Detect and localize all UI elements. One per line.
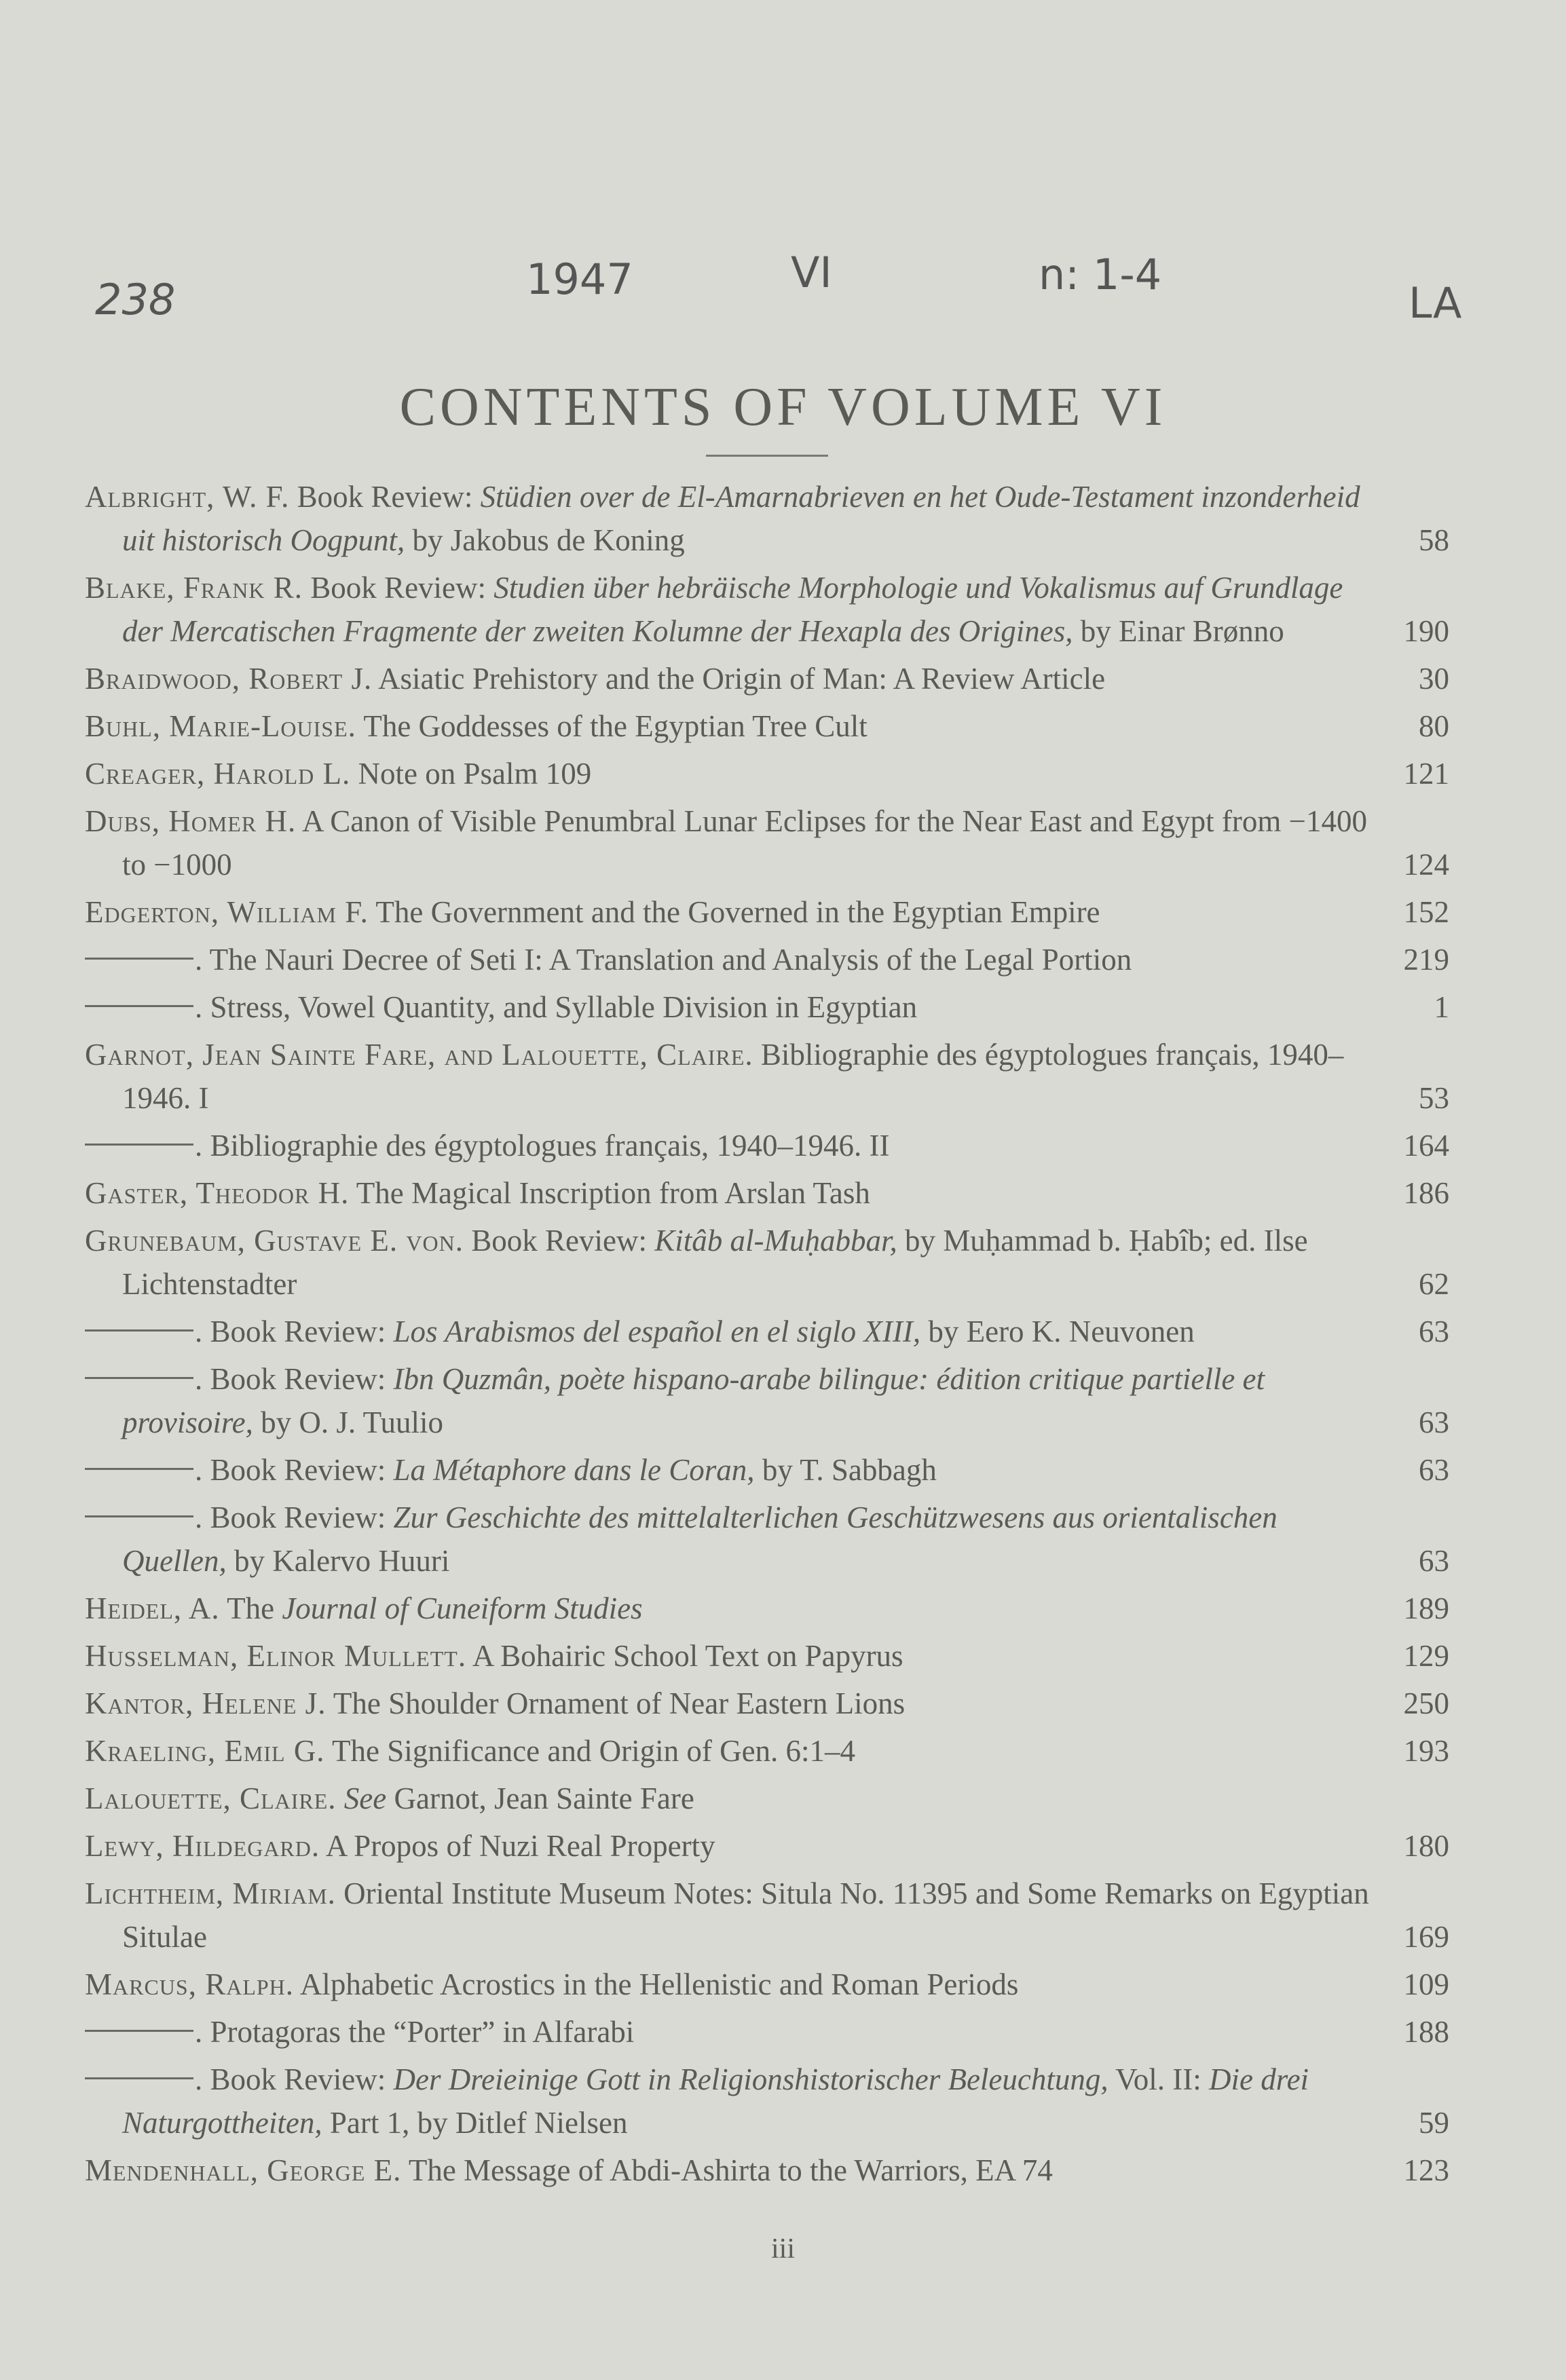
entry-title: . Bibliographie des égyptologues français, 1940–1946. II: [195, 1129, 890, 1163]
toc-entry: [85, 1587, 1449, 1630]
entry-title: Book Review:: [463, 1224, 655, 1258]
entry-title: A Bohairic School Text on Papyrus: [466, 1639, 903, 1673]
ditto-dash: [85, 958, 193, 960]
entry-suffix: Part 1, by Ditlef Nielsen: [322, 2106, 628, 2140]
entry-text: [85, 1310, 1388, 1353]
entry-page-number: 164: [1403, 1129, 1449, 1163]
entry-text: [85, 1496, 1388, 1583]
entry-author: Grunebaum, Gustave E. von.: [85, 1224, 464, 1258]
entry-page-number: 63: [1419, 1405, 1449, 1439]
entry-text: [85, 2149, 1388, 2192]
entry-text: [85, 475, 1388, 562]
entry-text: [85, 1872, 1388, 1959]
entry-page-number: 63: [1419, 1315, 1449, 1348]
toc-entry: [85, 1777, 1449, 1820]
entry-page-number: 169: [1403, 1920, 1449, 1954]
entry-page-number: 63: [1419, 1453, 1449, 1487]
entry-italic-title: Kitâb al-Muḥabbar,: [654, 1224, 897, 1258]
toc-entry: [85, 799, 1449, 886]
entry-author: Gaster, Theodor H.: [85, 1176, 350, 1210]
entry-text: [85, 657, 1388, 700]
entry-italic-title: Ibn Quzmân, poète hispano-arabe bilingue: édition critique partielle et provisoire,: [122, 1362, 1265, 1439]
entry-text: [85, 1219, 1388, 1306]
entry-text: [85, 1824, 1388, 1868]
entry-title: Note on Psalm 109: [350, 757, 592, 791]
entry-text: [85, 566, 1388, 653]
entry-title: . Book Review:: [195, 2062, 394, 2096]
entry-title: The Significance and Origin of Gen. 6:1–4: [324, 1734, 856, 1768]
entry-title: Alphabetic Acrostics in the Hellenistic and Roman Periods: [294, 1967, 1019, 2001]
entry-author: Marcus, Ralph.: [85, 1967, 295, 2001]
toc-entry: [85, 2058, 1449, 2145]
entry-title: The Government and the Governed in the Egyptian Empire: [368, 895, 1100, 929]
entry-text: [85, 1634, 1388, 1678]
entry-text: [85, 752, 1388, 795]
toc-entry: [85, 1729, 1449, 1773]
entry-page-number: 188: [1403, 2015, 1449, 2049]
toc-entry: [85, 566, 1449, 653]
entry-text: [85, 1033, 1388, 1120]
entry-italic-title: Der Dreieinige Gott in Religionshistorischer Beleuchtung,: [393, 2062, 1108, 2096]
entry-page-number: 124: [1403, 848, 1449, 882]
entry-text: [85, 704, 1388, 748]
entry-italic-title: See: [343, 1781, 387, 1815]
entry-page-number: 109: [1403, 1967, 1449, 2001]
entry-author: Lewy, Hildegard.: [85, 1829, 320, 1863]
toc-entry: [85, 1310, 1449, 1353]
toc-entry: [85, 890, 1449, 934]
entry-page-number: 1: [1434, 990, 1449, 1024]
entry-author: Lalouette, Claire.: [85, 1781, 337, 1815]
ditto-dash: [85, 2030, 193, 2032]
entry-author: Garnot, Jean Sainte Fare, and Lalouette, Claire.: [85, 1038, 753, 1072]
handwritten-note-3: VI: [791, 248, 832, 297]
entry-page-number: 59: [1419, 2106, 1449, 2140]
entry-page-number: 152: [1403, 895, 1449, 929]
page-folio: iii: [770, 2233, 795, 2265]
toc-entry: [85, 1634, 1449, 1678]
entry-italic-title: Journal of Cuneiform Studies: [282, 1591, 643, 1625]
ditto-dash: [85, 1329, 193, 1331]
entry-title: . Stress, Vowel Quantity, and Syllable Division in Egyptian: [195, 990, 918, 1024]
toc-entry: [85, 985, 1449, 1029]
entry-author: Blake, Frank R.: [85, 571, 303, 605]
entry-title: [337, 1781, 344, 1815]
entry-text: [85, 1124, 1388, 1167]
entry-page-number: 190: [1403, 614, 1449, 648]
entry-page-number: 80: [1419, 709, 1449, 743]
toc-entry: [85, 1033, 1449, 1120]
entry-title: The Goddesses of the Egyptian Tree Cult: [356, 709, 868, 743]
toc-entry: [85, 1963, 1449, 2006]
entry-title: Asiatic Prehistory and the Origin of Man: A Review Article: [372, 662, 1106, 696]
entry-page-number: 63: [1419, 1544, 1449, 1578]
entry-author: Dubs, Homer H.: [85, 804, 297, 838]
table-of-contents: [85, 475, 1449, 2196]
entry-page-number: 219: [1403, 943, 1449, 977]
entry-title: . Book Review:: [195, 1315, 394, 1348]
entry-page-number: 121: [1403, 757, 1449, 791]
entry-page-number: 180: [1403, 1829, 1449, 1863]
toc-entry: [85, 657, 1449, 700]
entry-italic-title: La Métaphore dans le Coran,: [393, 1453, 755, 1487]
entry-page-number: 193: [1403, 1734, 1449, 1768]
toc-entry: [85, 1496, 1449, 1583]
handwritten-note-2: 1947: [526, 254, 633, 304]
entry-title: The Message of Abdi-Ashirta to the Warriors, EA 74: [401, 2153, 1053, 2187]
toc-entry: [85, 1124, 1449, 1167]
entry-title: The Magical Inscription from Arslan Tash: [349, 1176, 870, 1210]
entry-text: [85, 1682, 1388, 1725]
toc-entry: [85, 1171, 1449, 1215]
toc-entry: [85, 1824, 1449, 1868]
entry-italic-title: Studien über hebräische Morphologie und Vokalismus auf Grundlage der Mercatischen Fragmente der zweiten Kolumne der Hexapla des Origines,: [122, 571, 1343, 648]
toc-entry: [85, 1872, 1449, 1959]
entry-italic-title: Zur Geschichte des mittelalterlichen Geschützwesens aus orientalischen Quellen,: [122, 1500, 1278, 1578]
toc-entry: [85, 475, 1449, 562]
entry-title: Book Review:: [303, 571, 494, 605]
entry-author: Buhl, Marie-Louise.: [85, 709, 356, 743]
ditto-dash: [85, 1377, 193, 1379]
handwritten-note-5: LA: [1409, 278, 1462, 328]
entry-text: [85, 2010, 1388, 2054]
entry-page-number: 123: [1403, 2153, 1449, 2187]
entry-title: . Book Review:: [195, 1453, 394, 1487]
entry-title: The: [219, 1591, 282, 1625]
entry-text: [85, 890, 1388, 934]
entry-italic-title: Die drei Naturgottheiten,: [122, 2062, 1309, 2140]
toc-entry: [85, 938, 1449, 981]
ditto-dash: [85, 1515, 193, 1517]
entry-title: The Shoulder Ornament of Near Eastern Lions: [326, 1686, 906, 1720]
toc-entry: [85, 1219, 1449, 1306]
ditto-dash: [85, 2077, 193, 2079]
entry-page-number: 62: [1419, 1267, 1449, 1301]
entry-suffix: by Muḥammad b. Ḥabîb; ed. Ilse Lichtenstadter: [122, 1224, 1308, 1301]
toc-entry: [85, 2149, 1449, 2192]
entry-text: [85, 985, 1388, 1029]
entry-text: [85, 1777, 1388, 1820]
toc-entry: [85, 1357, 1449, 1444]
entry-title: . The Nauri Decree of Seti I: A Translation and Analysis of the Legal Portion: [195, 943, 1132, 977]
entry-suffix: by T. Sabbagh: [754, 1453, 937, 1487]
entry-author: Kraeling, Emil G.: [85, 1734, 325, 1768]
entry-author: Heidel, A.: [85, 1591, 220, 1625]
handwritten-note-4: n: 1-4: [1039, 250, 1162, 299]
entry-suffix: Garnot, Jean Sainte Fare: [386, 1781, 694, 1815]
entry-text: [85, 1171, 1388, 1215]
entry-page-number: 30: [1419, 662, 1449, 696]
entry-author: Braidwood, Robert J.: [85, 662, 373, 696]
entry-title: Bibliographie des égyptologues français, 1940–1946. I: [122, 1038, 1344, 1115]
entry-title: . Book Review:: [195, 1362, 394, 1396]
entry-page-number: 250: [1403, 1686, 1449, 1720]
entry-author: Creager, Harold L.: [85, 757, 351, 791]
entry-text: [85, 1963, 1388, 2006]
entry-title: A Canon of Visible Penumbral Lunar Eclipses for the Near East and Egypt from −1400 to −1000: [122, 804, 1367, 882]
toc-entry: [85, 704, 1449, 748]
entry-author: Albright, W. F.: [85, 480, 290, 514]
entry-author: Mendenhall, George E.: [85, 2153, 402, 2187]
entry-title: Oriental Institute Museum Notes: Situla No. 11395 and Some Remarks on Egyptian Situlae: [122, 1876, 1369, 1954]
entry-text: [85, 2058, 1388, 2145]
entry-page-number: 186: [1403, 1176, 1449, 1210]
entry-suffix: by Eero K. Neuvonen: [920, 1315, 1195, 1348]
entry-suffix: by O. J. Tuulio: [253, 1405, 444, 1439]
entry-author: Edgerton, William F.: [85, 895, 369, 929]
entry-text: [85, 1729, 1388, 1773]
entry-italic-title: Los Arabismos del español en el siglo XIII,: [393, 1315, 921, 1348]
entry-author: Lichtheim, Miriam.: [85, 1876, 336, 1910]
entry-title: Book Review:: [289, 480, 481, 514]
entry-page-number: 129: [1403, 1639, 1449, 1673]
entry-suffix: by Kalervo Huuri: [226, 1544, 450, 1578]
entry-text: [85, 799, 1388, 886]
toc-entry: [85, 752, 1449, 795]
handwritten-note-1: 238: [95, 275, 176, 324]
entry-suffix: by Jakobus de Koning: [405, 523, 685, 557]
entry-title: . Book Review:: [195, 1500, 394, 1534]
entry-page-number: 189: [1403, 1591, 1449, 1625]
toc-entry: [85, 1682, 1449, 1725]
page-title: CONTENTS OF VOLUME VI: [399, 377, 1167, 437]
entry-text: [85, 938, 1388, 981]
entry-author: Kantor, Helene J.: [85, 1686, 327, 1720]
ditto-dash: [85, 1005, 193, 1007]
ditto-dash: [85, 1468, 193, 1470]
entry-title: . Protagoras the “Porter” in Alfarabi: [195, 2015, 635, 2049]
entry-page-number: 53: [1419, 1081, 1449, 1115]
entry-italic-title: Stüdien over de El-Amarnabrieven en het Oude-Testament inzonderheid uit historisch Oogpunt,: [122, 480, 1360, 557]
entry-author: Husselman, Elinor Mullett.: [85, 1639, 467, 1673]
entry-title: A Propos of Nuzi Real Property: [320, 1829, 715, 1863]
entry-text: [85, 1448, 1388, 1492]
toc-entry: [85, 2010, 1449, 2054]
entry-suffix: by Einar Brønno: [1073, 614, 1284, 648]
ditto-dash: [85, 1144, 193, 1146]
toc-entry: [85, 1448, 1449, 1492]
entry-text: [85, 1587, 1388, 1630]
entry-text: [85, 1357, 1388, 1444]
title-rule: [706, 455, 828, 457]
entry-suffix: Vol. II:: [1108, 2062, 1209, 2096]
entry-page-number: 58: [1419, 523, 1449, 557]
